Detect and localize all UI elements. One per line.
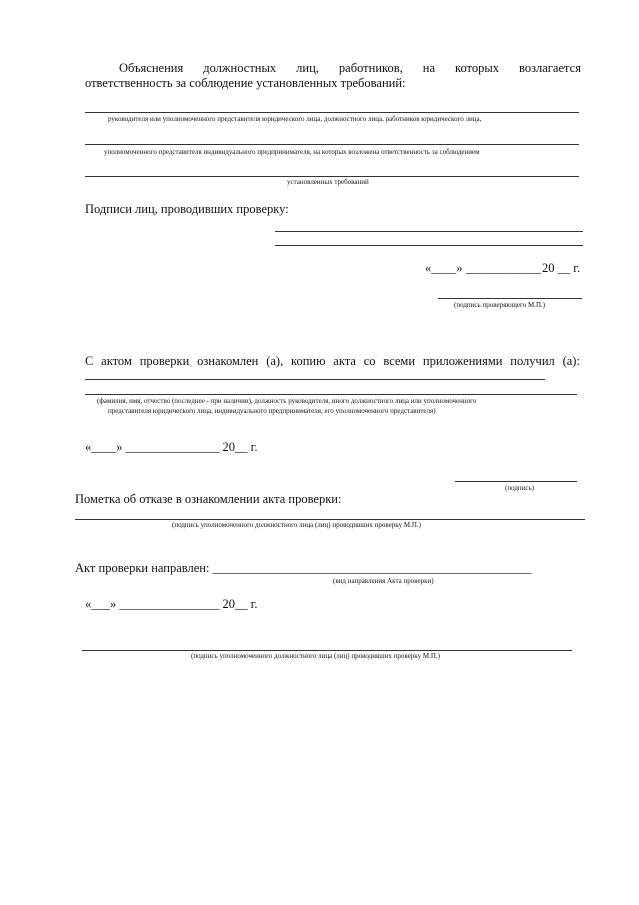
inspector-sign-line-1 bbox=[275, 231, 583, 232]
explanations-blank-line-2 bbox=[85, 144, 579, 145]
heading-word: на bbox=[422, 61, 435, 75]
heading-word: акта bbox=[333, 354, 356, 368]
inspector-sign-line-2 bbox=[275, 245, 583, 246]
heading-word: которых bbox=[455, 61, 499, 75]
inspectors-date-open: «____» bbox=[425, 261, 463, 275]
heading-word: (а): bbox=[562, 354, 580, 368]
heading-word: работников, bbox=[338, 61, 403, 75]
inspectors-heading: Подписи лиц, проводивших проверку: bbox=[85, 202, 289, 216]
heading-word: должностных bbox=[203, 61, 277, 75]
acknowledgement-blank-line-2 bbox=[85, 394, 577, 395]
heading-word: С bbox=[85, 354, 94, 368]
refusal-blank-line bbox=[75, 519, 585, 520]
explanations-heading-line1 bbox=[119, 62, 581, 75]
heading-word: актом bbox=[101, 354, 132, 368]
explanations-caption-1: руководителя или уполномоченного представителя юридического лица, должностного лица, работников юридического лица, bbox=[108, 115, 482, 123]
heading-word: лиц, bbox=[296, 61, 319, 75]
acknowledgement-blank-line-1 bbox=[85, 379, 545, 380]
heading-word: проверки bbox=[139, 354, 190, 368]
acknowledgement-heading bbox=[85, 355, 580, 368]
acknowledgement-signature-caption: (подпись) bbox=[505, 484, 535, 492]
heading-word: со bbox=[363, 354, 376, 368]
sent-method-caption: (вид направления Акта проверки) bbox=[333, 577, 434, 585]
acknowledgement-caption-2: представителя юридического лица, индивидуального предпринимателя, его уполномоченного представителя) bbox=[108, 407, 436, 415]
heading-word: Объяснения bbox=[119, 61, 184, 75]
acknowledgement-signature-line bbox=[455, 481, 577, 482]
heading-word: возлагается bbox=[519, 61, 581, 75]
explanations-caption-2: уполномоченного представителя индивидуального предпринимателя, на которых возложена ответственность за соблюдением bbox=[104, 148, 480, 156]
sent-label bbox=[75, 562, 531, 575]
inspectors-date-blank: ____________ bbox=[466, 261, 541, 275]
inspectors-date-year: 20 __ г. bbox=[542, 261, 581, 275]
refusal-caption: (подпись уполномоченного должностного лица (лиц) проводивших проверку М.П.) bbox=[172, 521, 421, 529]
refusal-heading: Пометка об отказе в ознакомлении акта проверки: bbox=[75, 492, 342, 506]
inspector-signature-line bbox=[438, 298, 582, 299]
sent-signature-line bbox=[82, 650, 572, 651]
acknowledgement-caption-1: (фамилия, имя, отчество (последнее - при наличии), должность руководителя, иного должностного лица или уполномоченного bbox=[97, 397, 477, 405]
heading-word: ознакомлен bbox=[197, 354, 259, 368]
explanations-heading-line2: ответственность за соблюдение установленных требований: bbox=[85, 76, 406, 90]
sent-date: «___» ________________ 20__ г. bbox=[85, 597, 258, 611]
sent-method-blank: ___________________________________________________ bbox=[212, 561, 532, 575]
explanations-blank-line-3 bbox=[85, 176, 579, 177]
explanations-caption-3: установленных требований bbox=[287, 178, 369, 186]
heading-word: (а), bbox=[266, 354, 284, 368]
sent-signature-caption: (подпись уполномоченного должностного лица (лиц) проводивших проверку М.П.) bbox=[191, 652, 440, 660]
heading-word: копию bbox=[291, 354, 326, 368]
sent-label-text: Акт проверки направлен: bbox=[75, 561, 213, 575]
heading-word: получил bbox=[510, 354, 555, 368]
heading-word: приложениями bbox=[422, 354, 503, 368]
inspector-signature-caption: (подпись проверяющего М.П.) bbox=[454, 301, 546, 309]
heading-word: всеми bbox=[383, 354, 416, 368]
acknowledgement-date: «____» _______________ 20__ г. bbox=[85, 440, 258, 454]
explanations-blank-line-1 bbox=[85, 112, 579, 113]
